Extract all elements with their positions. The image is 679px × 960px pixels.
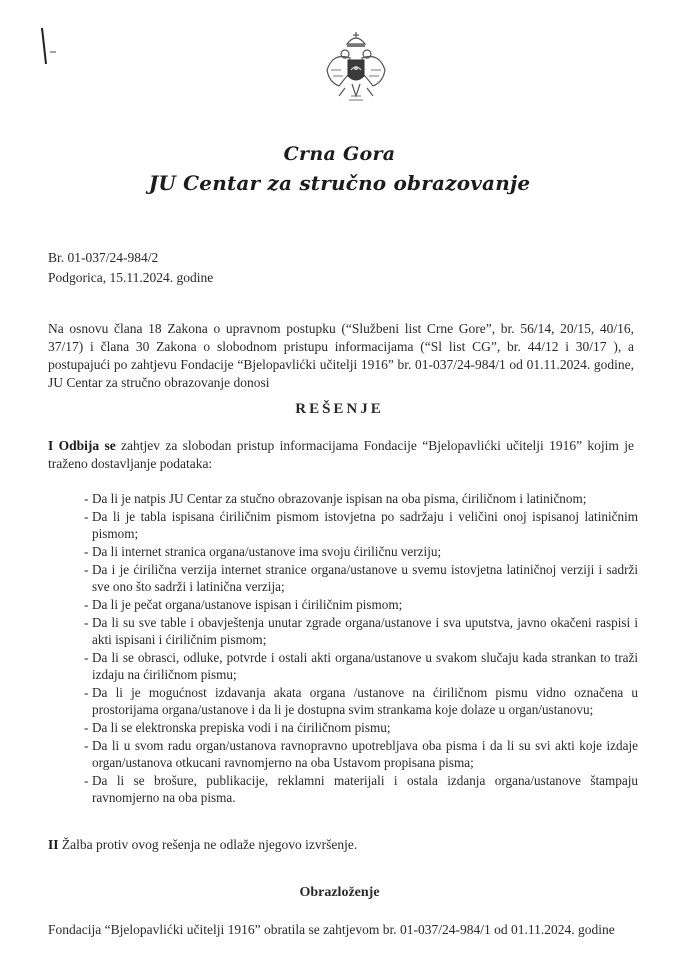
page-cut-fade	[0, 944, 679, 960]
dash-bullet-icon: -	[84, 615, 89, 630]
list-item: - Da li se obrasci, odluke, potvrde i ostali akti organa/ustanove u svakom slučaju kada strankan to traži izdaju na ćiriličnom pismu;	[84, 650, 638, 682]
section-1-text: zahtjev za slobodan pristup informacijama Fondacije “Bjelopavlićki učitelji 1916” kojim je traženo dostavljanje podataka:	[48, 438, 634, 471]
list-item: - Da li je pečat organa/ustanove ispisan i ćiriličnim pismom;	[84, 597, 403, 612]
dash-bullet-icon: -	[84, 491, 89, 506]
section-2-text: Žalba protiv ovog rešenja ne odlaže njegovo izvršenje.	[58, 837, 358, 852]
dash-bullet-icon: -	[84, 685, 89, 700]
list-item: - Da li je mogućnost izdavanja akata organa /ustanove na ćiriličnom pismu vidno označena u prostorijama organa/ustanove i da li je dostupna svim strankama koje dolaze u organ/ustanovu;	[84, 685, 638, 717]
document-place-date: Podgorica, 15.11.2024. godine	[48, 270, 214, 285]
dash-bullet-icon: -	[84, 738, 89, 753]
section-1-label: I Odbija se	[48, 438, 116, 453]
document-number: Br. 01-037/24-984/2	[48, 250, 159, 265]
dash-bullet-icon: -	[84, 773, 89, 788]
reasoning-title: Obrazloženje	[299, 885, 380, 900]
section-1-paragraph	[48, 437, 634, 473]
intro-paragraph: Na osnovu člana 18 Zakona o upravnom postupku (“Službeni list Crne Gore”, br. 56/14, 20/15, 40/16, 37/17) i člana 30 Zakona o slobodnom pristupu informacijama (“Sl list CG”, br. 44/12 i 30/17 ), a postupajući po zahtjevu Fondacije “Bjelopavlićki učitelji 1916” br. 01-037/24-984/1 od 01.11.2024. godine, JU Centar za stručno obrazovanje donosi	[48, 321, 634, 390]
dash-bullet-icon: -	[84, 597, 89, 612]
list-item: - Da li se elektronska prepiska vodi i na ćiriličnom pismu;	[84, 720, 391, 735]
list-item: - Da li su sve table i obavještenja unutar zgrade organa/ustanove i sva uputstva, javno okačeni raspisi i akti ispisani i ćiriličnim pismom;	[84, 615, 638, 647]
list-item: - Da i je ćirilična verzija internet stranice organa/ustanove u svemu istovjetna latiničnoj verziji i sadrži sve ono što sadrži i latinična verzija;	[84, 562, 638, 594]
section-2-paragraph	[48, 836, 634, 854]
dash-bullet-icon: -	[84, 544, 89, 559]
list-item: - Da li se brošure, publikacije, reklamni materijali i ostala izdanja organa/ustanove štampaju ravnomjerno na oba pisma.	[84, 773, 638, 805]
coat-of-arms-icon	[325, 30, 387, 112]
dash-bullet-icon: -	[84, 562, 89, 577]
section-2-label: II	[48, 837, 59, 852]
institution-name: JU Centar za stručno obrazovanje	[148, 171, 531, 195]
list-item: - Da li internet stranica organa/ustanove ima svoju ćiriličnu verziju;	[84, 544, 442, 559]
list-item: - Da li je tabla ispisana ćiriličnim pismom istovjetna po sadržaju i veličini onoj ispisanoj latiničnim pismom;	[84, 509, 638, 541]
list-item: - Da li u svom radu organ/ustanova ravnopravno upotrebljava oba pisma i da li su svi akti koje izdaje organ/ustanova otkucani ravnomjerno na oba Ustavom propisana pisma;	[84, 738, 638, 770]
handwritten-mark-icon	[36, 26, 66, 70]
reasoning-paragraph: Fondacija “Bjelopavlićki učitelji 1916” obratila se zahtjevom br. 01-037/24-984/1 od 01.11.2024. godine	[48, 922, 615, 937]
requested-data-list	[48, 490, 638, 807]
list-item: - Da li je natpis JU Centar za stučno obrazovanje ispisan na oba pisma, ćiriličnom i latiničnom;	[84, 491, 587, 506]
dash-bullet-icon: -	[84, 720, 89, 735]
dash-bullet-icon: -	[84, 650, 89, 665]
country-name: Crna Gora	[283, 143, 396, 165]
dash-bullet-icon: -	[84, 509, 89, 524]
decision-title: REŠENJE	[295, 401, 384, 417]
